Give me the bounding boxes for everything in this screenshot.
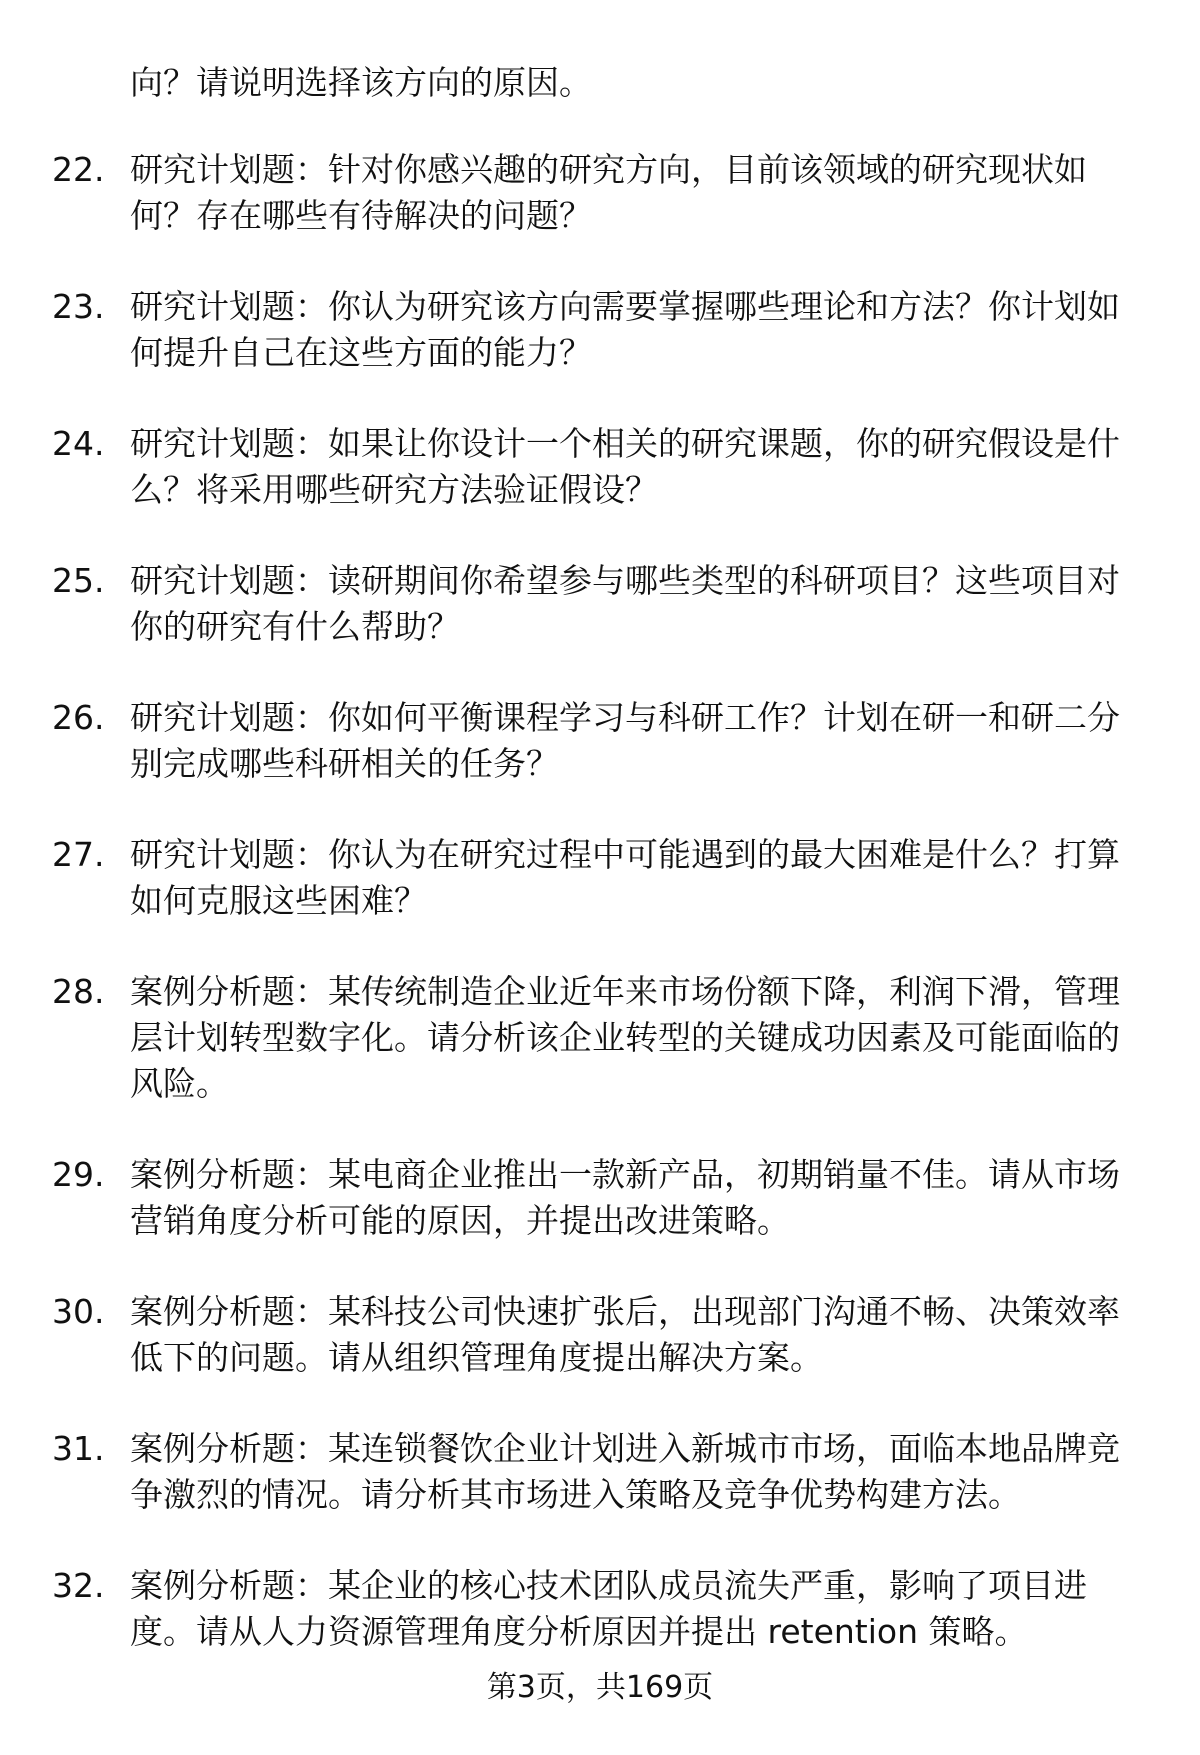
question-number: 27. (52, 835, 105, 874)
question-number: 24. (52, 424, 105, 463)
question-number: 28. (52, 972, 105, 1011)
question-list (0, 147, 1200, 1700)
question-item (0, 558, 1200, 650)
question-text: 研究计划题：你如何平衡课程学习与科研工作？计划在研一和研二分别完成哪些科研相关的任务？ (130, 698, 1120, 783)
question-item (0, 421, 1200, 513)
page-footer: 第3页，共169页 (486, 1670, 714, 1705)
question-text: 案例分析题：某企业的核心技术团队成员流失严重，影响了项目进度。请从人力资源管理角度分析原因并提出 retention 策略。 (130, 1566, 1087, 1651)
question-number: 26. (52, 698, 105, 737)
question-number: 32. (52, 1566, 105, 1605)
question-text: 研究计划题：针对你感兴趣的研究方向，目前该领域的研究现状如何？存在哪些有待解决的问题？ (130, 150, 1087, 235)
question-text: 案例分析题：某科技公司快速扩张后，出现部门沟通不畅、决策效率低下的问题。请从组织管理角度提出解决方案。 (130, 1292, 1120, 1377)
question-text: 研究计划题：你认为在研究过程中可能遇到的最大困难是什么？打算如何克服这些困难？ (130, 835, 1120, 920)
continuation-text: 向？请说明选择该方向的原因。 (130, 63, 592, 102)
question-text: 研究计划题：如果让你设计一个相关的研究课题，你的研究假设是什么？将采用哪些研究方法验证假设？ (130, 424, 1120, 509)
question-text: 案例分析题：某电商企业推出一款新产品，初期销量不佳。请从市场营销角度分析可能的原因，并提出改进策略。 (130, 1155, 1120, 1240)
question-number: 30. (52, 1292, 105, 1331)
question-number: 29. (52, 1155, 105, 1194)
question-item (0, 1426, 1200, 1518)
question-number: 25. (52, 561, 105, 600)
question-number: 31. (52, 1429, 105, 1468)
question-item (0, 284, 1200, 376)
question-number: 23. (52, 287, 105, 326)
question-text: 案例分析题：某传统制造企业近年来市场份额下降，利润下滑，管理层计划转型数字化。请分析该企业转型的关键成功因素及可能面临的风险。 (130, 972, 1120, 1103)
question-number: 22. (52, 150, 105, 189)
question-item (0, 969, 1200, 1107)
question-item (0, 1563, 1200, 1655)
question-item (0, 695, 1200, 787)
question-item (0, 147, 1200, 239)
question-item (0, 1289, 1200, 1381)
question-text: 案例分析题：某连锁餐饮企业计划进入新城市市场，面临本地品牌竞争激烈的情况。请分析其市场进入策略及竞争优势构建方法。 (130, 1429, 1120, 1514)
question-item (0, 832, 1200, 924)
question-item (0, 1152, 1200, 1244)
question-text: 研究计划题：你认为研究该方向需要掌握哪些理论和方法？你计划如何提升自己在这些方面的能力？ (130, 287, 1120, 372)
question-text: 研究计划题：读研期间你希望参与哪些类型的科研项目？这些项目对你的研究有什么帮助？ (130, 561, 1120, 646)
